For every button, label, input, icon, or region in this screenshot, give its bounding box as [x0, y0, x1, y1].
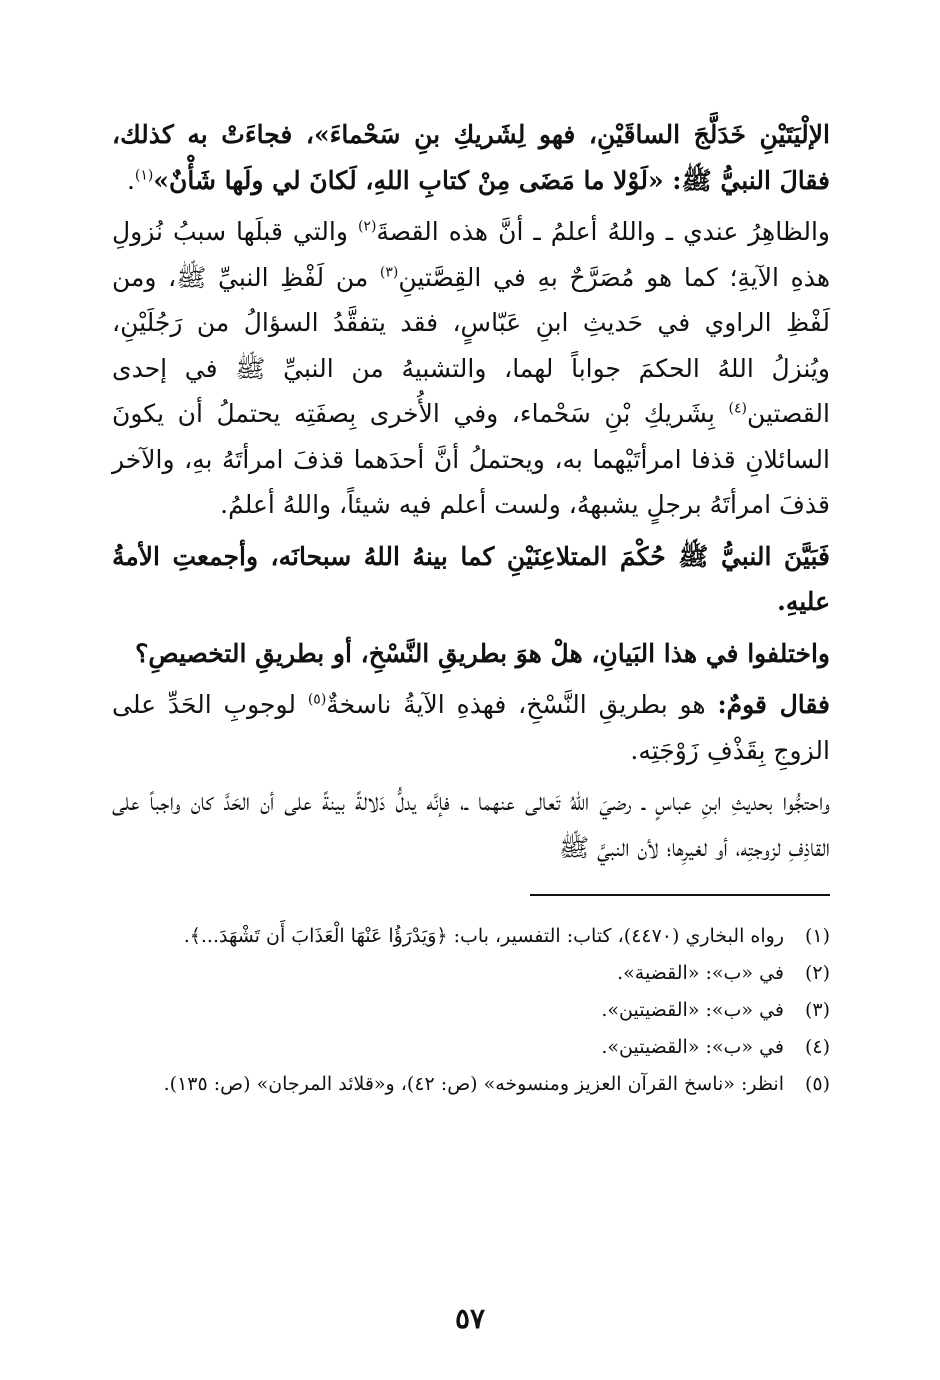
text-run: الإلْيَتَيْنِ خَدَلَّجَ الساقَيْنِ، فهو لِشَريكِ بنِ سَحْماءَ»، فجاءَتْ به كذلك، فقالَ النبيُّ ﷺ: «لَوْلا ما مَضَى مِنْ كتابِ اللهِ، لَكانَ لي ولَها شَأْنٌ» [112, 120, 830, 195]
text-run: . [126, 165, 135, 195]
text-run: فقال قومٌ: [717, 690, 830, 719]
footnote-number: (٢) [804, 962, 830, 984]
footnotes [112, 918, 830, 1103]
paragraph [112, 112, 830, 203]
text-run: هو بطريقِ النَّسْخِ، فهذهِ الآيةُ ناسخةٌ [326, 690, 718, 719]
footnote-text: في «ب»: «القضيتين». [601, 999, 784, 1021]
footnote-separator [530, 894, 830, 896]
text-run: فَبَيَّنَ النبيُّ ﷺ حُكْمَ المتلاعِنَيْنِ كما بينهُ اللهُ سبحانَه، وأجمعتِ الأمةُ عليهِ. [112, 541, 830, 616]
text-run: من لَفْظِ النبيِّ ﷺ، ومن لَفْظِ الراوي في حَديثِ ابنِ عَبّاسٍ، فقد يتفقَّدُ السؤالُ من رَجُلَيْنِ، ويُنزلُ اللهُ الحكمَ جواباً لهما، والتشبيهُ من النبيِّ ﷺ في إحدى القصتين [112, 262, 830, 428]
text-run: واختلفوا في هذا البَيانِ، هلْ هوَ بطريقِ النَّسْخِ، أو بطريقِ التخصيصِ؟ [135, 638, 830, 668]
page-number: ٥٧ [454, 1302, 486, 1335]
text-run: واحتجُّوا بحديثِ ابنِ عباسٍ ـ رضيَ اللهُ تَعالى عنهما ـ، فإنَّه يدلُّ دَلالةً بينةً على أن الحَدَّ كان واجباً على القاذِفِ لزوجتِه، أو لغيرِها؛ لأن النبيَّ ﷺ [112, 787, 830, 862]
footnote [112, 918, 830, 955]
footnote-marker: (٣) [379, 264, 399, 281]
footnote-marker: (١) [134, 167, 154, 184]
text-run: والظاهِرُ عندي ـ واللهُ أعلمُ ـ أنَّ هذه القصةَ [376, 217, 830, 246]
footnote-text: في «ب»: «القضية». [617, 962, 784, 984]
footnote [112, 992, 830, 1029]
footnote [112, 1029, 830, 1066]
footnote [112, 1066, 830, 1103]
footnote-marker: (٥) [307, 691, 327, 708]
paragraph [112, 779, 830, 870]
text-run: بِشَريكِ بْنِ سَحْماء، وفي الأُخرى بِصفَتِه يحتملُ أن يكونَ السائلانِ قذفا امرأتَيْهما به، ويحتملُ أنَّ أحدَهما قذفَ امرأتَهُ بهِ، والآخر قذفَ امرأتَهُ برجلٍ يشبههُ، ولست أعلم فيه شيئاً، واللهُ أعلمُ. [112, 399, 830, 519]
footnote-number: (١) [804, 925, 830, 947]
paragraph [112, 209, 830, 528]
main-text [112, 112, 830, 870]
footnote-number: (٤) [804, 1036, 830, 1058]
paragraph [112, 682, 830, 773]
footnote-number: (٥) [804, 1073, 830, 1095]
footnote-text: في «ب»: «القضيتين». [601, 1036, 784, 1058]
text-run: لوجوبِ الحَدِّ على الزوجِ بِقَذْفِ زَوْجَتِه. [112, 690, 830, 765]
footnote-text: انظر: «ناسخ القرآن العزيز ومنسوخه» (ص: ٤٢)، و«قلائد المرجان» (ص: ١٣٥). [163, 1073, 784, 1095]
text-run: والتي قبلَها سببُ نُزولِ هذهِ الآيةِ؛ كما هو مُصَرَّحٌ بهِ في القِصَّتينِ [112, 217, 831, 292]
footnote-marker: (٢) [357, 218, 377, 235]
footnote-text: رواه البخاري (٤٤٧٠)، كتاب: التفسير، باب: ﴿وَيَدْرَؤُا عَنْهَا الْعَذَابَ أَن تَشْهَدَ...﴾. [183, 925, 784, 947]
footnote [112, 955, 830, 992]
paragraph [112, 534, 830, 625]
footnote-marker: (٤) [728, 400, 747, 417]
footnote-number: (٣) [804, 999, 830, 1021]
paragraph [112, 631, 830, 677]
